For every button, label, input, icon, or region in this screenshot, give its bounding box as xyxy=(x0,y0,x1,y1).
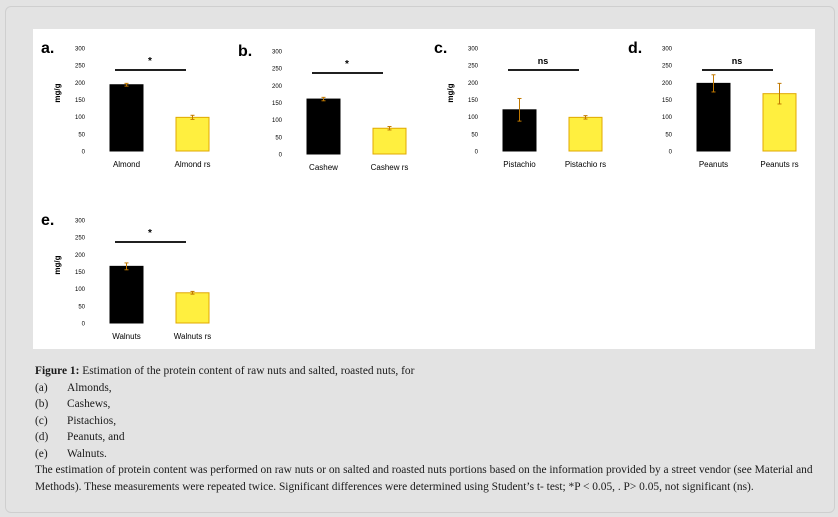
significance-label: * xyxy=(148,228,152,239)
y-tick-label: 50 xyxy=(471,132,478,139)
figure-frame xyxy=(5,6,835,513)
y-tick-label: 200 xyxy=(271,83,282,90)
caption-title xyxy=(35,363,825,380)
y-tick-label: 250 xyxy=(661,63,672,70)
caption-item xyxy=(35,380,825,397)
category-label: Pistachio rs xyxy=(564,160,607,169)
y-tick-label: 50 xyxy=(665,132,672,139)
caption-title-text: Estimation of the protein content of raw nuts and salted, roasted nuts, for xyxy=(79,365,415,377)
category-label: Walnuts xyxy=(112,332,141,341)
y-tick-label: 50 xyxy=(78,304,85,311)
caption-item-label: (e) xyxy=(35,447,48,460)
caption-item xyxy=(35,429,825,446)
category-label: Pistachio xyxy=(503,160,536,169)
y-tick-label: 100 xyxy=(74,287,85,294)
category-label: Almond rs xyxy=(174,160,211,169)
y-tick-label: 300 xyxy=(74,218,85,225)
y-tick-label: 0 xyxy=(278,152,282,159)
y-tick-label: 0 xyxy=(81,321,85,328)
y-tick-label: 150 xyxy=(467,98,478,104)
y-tick-label: 200 xyxy=(467,80,478,87)
y-tick-label: 300 xyxy=(467,46,478,53)
panel-label: c. xyxy=(434,40,448,57)
panel-label: b. xyxy=(238,43,253,60)
y-axis-label: mg/g xyxy=(53,255,62,275)
y-tick-label: 50 xyxy=(78,132,85,139)
panel-label: d. xyxy=(628,40,643,57)
caption-item xyxy=(35,446,825,463)
caption-item-label: (d) xyxy=(35,431,49,443)
y-tick-label: 300 xyxy=(271,49,282,56)
y-tick-label: 0 xyxy=(474,149,478,156)
y-tick-label: 0 xyxy=(81,149,85,156)
bar-walnuts xyxy=(110,266,143,323)
y-tick-label: 250 xyxy=(271,66,282,73)
caption-item-label: (a) xyxy=(35,381,48,394)
caption-note: The estimation of protein content was performed on raw nuts or on salted and roasted nuts portions based on the information provided by a street vendor (see Material and Methods). These measurements were repeated twice. Significant differences were determined using Student’s t- test; *P < 0.05, . P> 0.05, not significant (ns). xyxy=(35,464,813,493)
y-tick-label: 50 xyxy=(275,135,282,142)
bar-peanuts xyxy=(697,83,730,151)
bar-cashew-rs xyxy=(373,128,406,154)
bar-walnuts-rs xyxy=(176,293,209,323)
category-label: Walnuts rs xyxy=(173,332,212,341)
y-axis-label: mg/g xyxy=(446,83,455,103)
bar-almond-rs xyxy=(176,117,209,151)
bar-almond xyxy=(110,85,143,151)
caption-item-label: (c) xyxy=(35,414,48,427)
caption-title-bold: Figure 1: xyxy=(35,365,80,377)
bar-pistachio-rs xyxy=(569,117,602,151)
category-label: Peanuts xyxy=(698,160,729,169)
y-tick-label: 150 xyxy=(74,270,85,276)
caption-item-text: Walnuts. xyxy=(67,447,107,460)
y-tick-label: 100 xyxy=(271,118,282,125)
y-tick-label: 100 xyxy=(661,115,672,122)
y-tick-label: 300 xyxy=(661,46,672,53)
y-tick-label: 200 xyxy=(661,80,672,87)
category-label: Almond xyxy=(112,160,141,169)
y-tick-label: 150 xyxy=(74,98,85,104)
significance-label: ns xyxy=(731,56,743,66)
caption-item xyxy=(35,413,825,430)
bar-cashew xyxy=(307,99,340,154)
figure-panels xyxy=(33,29,815,349)
y-tick-label: 150 xyxy=(271,101,282,107)
y-tick-label: 150 xyxy=(661,98,672,104)
category-label: Peanuts rs xyxy=(760,160,799,169)
y-tick-label: 250 xyxy=(74,235,85,242)
caption-item-text: Pistachios, xyxy=(67,414,117,427)
category-label: Cashew rs xyxy=(370,163,409,172)
significance-label: * xyxy=(345,59,349,70)
panel-label: a. xyxy=(41,40,55,57)
y-tick-label: 100 xyxy=(467,115,478,122)
caption-item xyxy=(35,396,825,413)
y-tick-label: 100 xyxy=(74,115,85,122)
significance-label: ns xyxy=(537,56,549,66)
caption-item-text: Peanuts, and xyxy=(67,431,125,443)
panel-label: e. xyxy=(41,212,55,229)
y-tick-label: 250 xyxy=(74,63,85,70)
figure-caption xyxy=(35,363,825,495)
charts-svg xyxy=(33,29,815,349)
category-label: Cashew xyxy=(309,163,338,172)
y-tick-label: 200 xyxy=(74,252,85,259)
caption-item-text: Almonds, xyxy=(67,381,112,394)
y-tick-label: 300 xyxy=(74,46,85,53)
y-axis-label: mg/g xyxy=(53,83,62,103)
caption-item-label: (b) xyxy=(35,398,49,410)
significance-label: * xyxy=(148,56,152,67)
y-tick-label: 200 xyxy=(74,80,85,87)
caption-item-text: Cashews, xyxy=(67,398,111,410)
y-tick-label: 250 xyxy=(467,63,478,70)
y-tick-label: 0 xyxy=(668,149,672,156)
